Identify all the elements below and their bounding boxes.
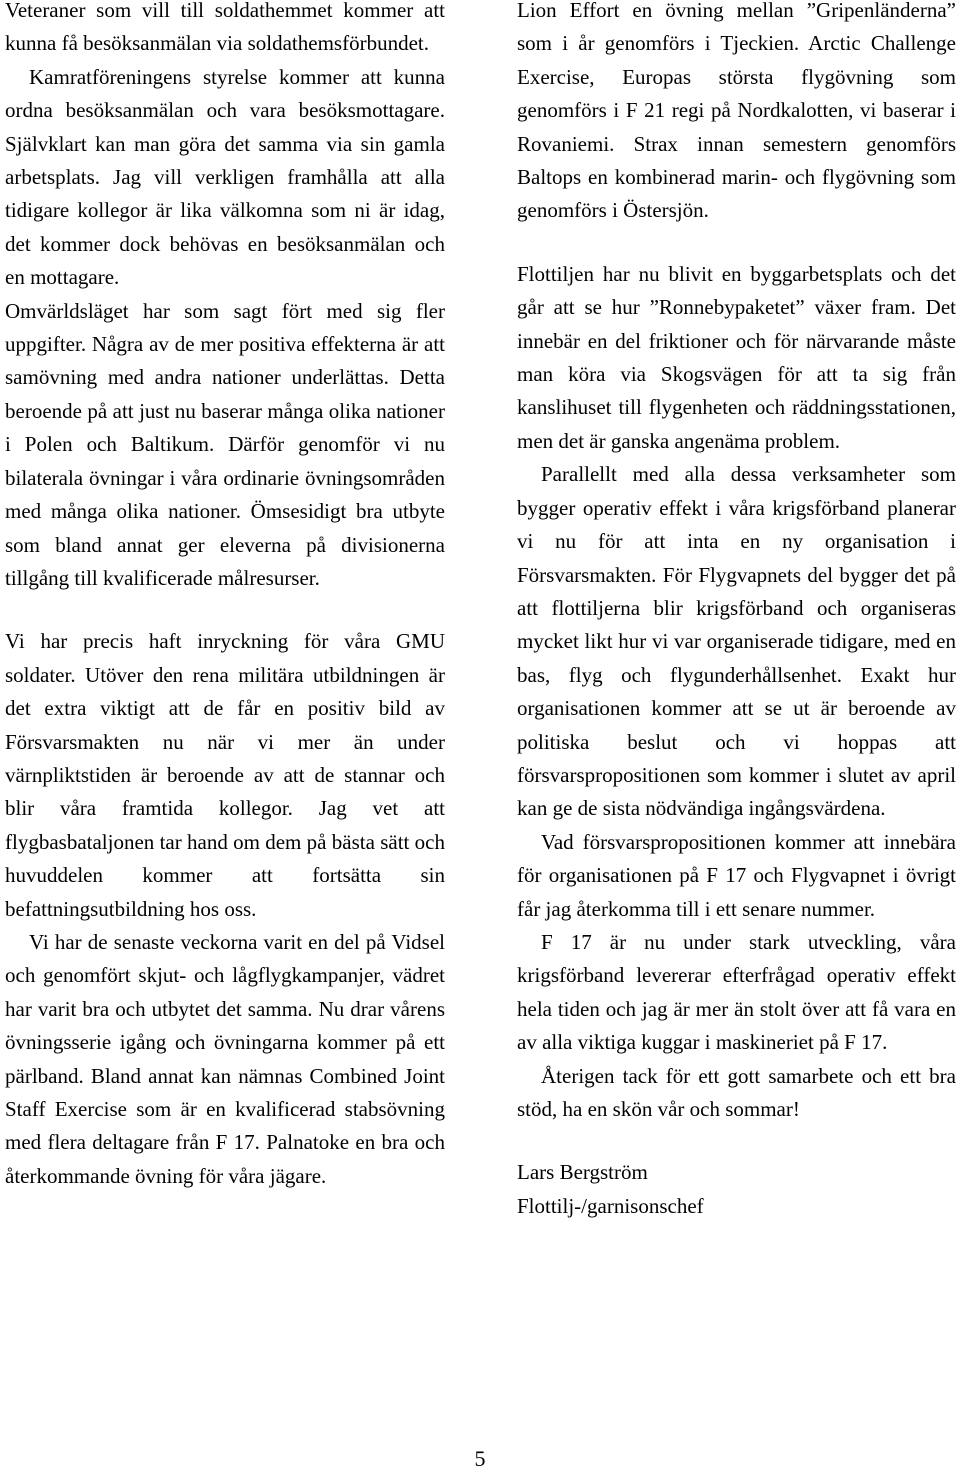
right-column: [517, 0, 956, 1223]
paragraph-kamratforening: Kamratföreningens styrelse kommer att kunna ordna besöksanmälan och vara besöksmottagare. Självklart kan man göra det samma via sin gamla arbetsplats. Jag vill verkligen framhålla att alla tidigare kollegor är lika välkomna som ni är idag, det kommer dock behövas en besöksanmälan och en mottagare.: [5, 64, 445, 290]
paragraph-omvarldslaget: Omvärldsläget har som sagt fört med sig fler uppgifter. Några av de mer positiva effekterna är att samövning med andra nationer underlättas. Detta beroende på att just nu baserar många olika nationer i Polen och Baltikum. Därför genomför vi nu bilaterala övningar i våra ordinarie övningsområden med många olika nationer. Ömsesidigt bra utbyte som bland annat ger eleverna på divisionerna tillgång till kvalificerade målresurser.: [5, 298, 445, 590]
paragraph-organisation: Parallellt med alla dessa verksamheter som bygger operativ effekt i våra krigsförband planerar vi nu för att inta en ny organisation i Försvarsmakten. För Flygvapnets del bygger det på att flottiljerna blir krigsförband och organiseras mycket likt hur vi var organiserade tidigare, med en bas, flyg och flygunderhållsenhet. Exakt hur organisationen kommer att se ut är beroende av politiska beslut och vi hoppas att försvarspropositionen som kommer i slutet av april kan ge de sista nödvändiga ingångsvärdena.: [517, 462, 956, 821]
signature-name: Lars Bergström: [517, 1160, 648, 1185]
paragraph-ovningar: Lion Effort en övning mellan ”Gripenländerna” som i år genomförs i Tjeckien. Arctic Challenge Exercise, Europas största flygövning som genomförs i F 21 regi på Nordkalotten, vi baserar i Rovaniemi. Strax innan semestern genomförs Baltops en kombinerad marin- och flygövning som genomförs i Östersjön.: [517, 0, 956, 223]
left-column: [5, 0, 445, 1193]
signature-block: [517, 1156, 956, 1223]
paragraph-f17-utveckling: F 17 är nu under stark utveckling, våra krigsförband levererar efterfrågad operativ effekt hela tiden och jag är mer än stolt över att få vara en av alla viktiga kuggar i maskineriet på F 17.: [517, 929, 956, 1055]
paragraph-gmu-soldater: Vi har precis haft inryckning för våra GMU soldater. Utöver den rena militära utbildningen är det extra viktigt att de får en positiv bild av Försvarsmakten nu när vi mer än under värnpliktstiden är beroende av att de stannar och blir våra framtida kollegor. Jag vet att flygbasbataljonen tar hand om dem på bästa sätt och huvuddelen kommer att fortsätta sin befattningsutbildning hos oss.: [5, 629, 445, 921]
paragraph-byggarbetsplats: Flottiljen har nu blivit en byggarbetsplats och det går att se hur ”Ronnebypaketet” växer fram. Det innebär en del friktioner och för närvarande måste man köra via Skogsvägen för att ta sig från kanslihuset till flygenheten och räddningsstationen, men det är ganska angenäma problem.: [517, 261, 956, 453]
paragraph-forsvarsproposition: Vad försvarspropositionen kommer att innebära för organisationen på F 17 och Flygvapnet i övrigt får jag återkomma till i ett senare nummer.: [517, 829, 956, 921]
paragraph-vidsel: Vi har de senaste veckorna varit en del på Vidsel och genomfört skjut- och lågflygkampanjer, vädret har varit bra och utbytet det samma. Nu drar vårens övningsserie igång och övningarna kommer på ett pärlband. Bland annat kan nämnas Combined Joint Staff Exercise som är en kvalificerad stabsövning med flera deltagare från F 17. Palnatoke en bra och återkommande övning för våra jägare.: [5, 929, 445, 1188]
paragraph-tack: Återigen tack för ett gott samarbete och ett bra stöd, ha en skön vår och sommar!: [517, 1063, 956, 1121]
page-number: 5: [474, 1446, 486, 1471]
paragraph-veterans: Veteraner som vill till soldathemmet kommer att kunna få besöksanmälan via soldathemsförbundet.: [5, 0, 445, 56]
signature-title: Flottilj-/garnisonschef: [517, 1193, 704, 1218]
